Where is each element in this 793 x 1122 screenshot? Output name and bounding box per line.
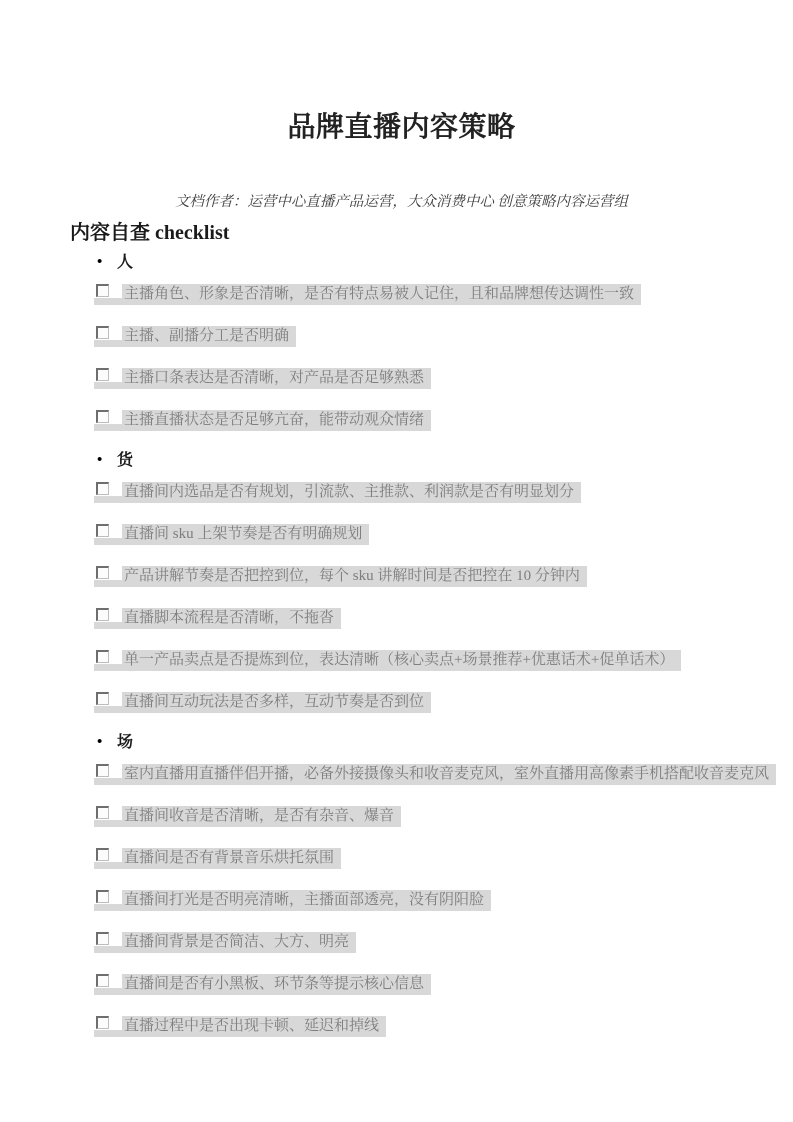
checklist-item [94, 1016, 733, 1037]
checklist-item-text: 产品讲解节奏是否把控到位，每个 sku 讲解时间是否把控在 10 分钟内 [122, 566, 587, 587]
checkbox-cell [94, 650, 122, 671]
checkbox[interactable] [96, 482, 109, 495]
checkbox[interactable] [96, 650, 109, 663]
checklist-item-text: 直播间是否有背景音乐烘托氛围 [122, 848, 341, 869]
group-label-text: 人 [117, 254, 134, 271]
checkbox[interactable] [96, 368, 109, 381]
checkbox-cell [94, 410, 122, 431]
checkbox-cell [94, 848, 122, 869]
checklist-item-text: 直播脚本流程是否清晰，不拖沓 [122, 608, 341, 629]
group-label-goods [97, 452, 733, 469]
checklist-item-text: 主播直播状态是否足够亢奋，能带动观众情绪 [122, 410, 431, 431]
checklist-item [94, 326, 733, 347]
section-heading: 内容自查 checklist [70, 222, 230, 244]
checklist-item-text: 直播间收音是否清晰，是否有杂音、爆音 [122, 806, 401, 827]
checkbox-cell [94, 368, 122, 389]
checklist-item [94, 932, 733, 953]
checkbox-cell [94, 932, 122, 953]
checklist-item-text: 单一产品卖点是否提炼到位，表达清晰（核心卖点+场景推荐+优惠话术+促单话术） [122, 650, 681, 671]
checkbox[interactable] [96, 326, 109, 339]
checkbox[interactable] [96, 608, 109, 621]
page-title: 品牌直播内容策略 [287, 111, 516, 142]
checklist-item-text: 主播、副播分工是否明确 [122, 326, 296, 347]
checkbox[interactable] [96, 1016, 109, 1029]
checkbox-cell [94, 1016, 122, 1037]
checklist-item [94, 368, 733, 389]
checklist-item [94, 608, 733, 629]
checkbox[interactable] [96, 284, 109, 297]
checkbox-cell [94, 806, 122, 827]
checklist-item [94, 410, 733, 431]
checklist-item [94, 692, 733, 713]
bullet-icon: • [97, 734, 103, 750]
checklist-item-text: 直播间 sku 上架节奏是否有明确规划 [122, 524, 369, 545]
checkbox-cell [94, 608, 122, 629]
checklist-item-text: 直播过程中是否出现卡顿、延迟和掉线 [122, 1016, 386, 1037]
checkbox[interactable] [96, 764, 109, 777]
checkbox[interactable] [96, 566, 109, 579]
checkbox-cell [94, 890, 122, 911]
checklist-item [94, 650, 733, 671]
checklist-item-text: 直播间内选品是否有规划，引流款、主推款、利润款是否有明显划分 [122, 482, 581, 503]
checklist-item-text: 直播间背景是否简洁、大方、明亮 [122, 932, 356, 953]
checkbox[interactable] [96, 890, 109, 903]
checkbox[interactable] [96, 692, 109, 705]
checkbox[interactable] [96, 806, 109, 819]
checkbox-cell [94, 284, 122, 305]
checkbox[interactable] [96, 410, 109, 423]
checkbox-cell [94, 692, 122, 713]
checklist-item [94, 974, 733, 995]
checklist-item [94, 482, 733, 503]
checkbox[interactable] [96, 848, 109, 861]
checkbox[interactable] [96, 524, 109, 537]
checklist-item [94, 284, 733, 305]
checklist-item-text: 主播口条表达是否清晰，对产品是否足够熟悉 [122, 368, 431, 389]
checklist-item [94, 524, 733, 545]
checkbox-cell [94, 566, 122, 587]
checklist-item [94, 806, 733, 827]
checkbox[interactable] [96, 974, 109, 987]
checklist-item [94, 890, 733, 911]
checkbox[interactable] [96, 932, 109, 945]
checklist-item-text: 直播间是否有小黑板、环节条等提示核心信息 [122, 974, 431, 995]
checklist-item-text: 主播角色、形象是否清晰，是否有特点易被人记住，且和品牌想传达调性一致 [122, 284, 641, 305]
bullet-icon: • [97, 254, 103, 270]
checkbox-cell [94, 764, 122, 785]
author-line: 文档作者：运营中心直播产品运营，大众消费中心 创意策略内容运营组 [174, 194, 629, 210]
checklist-item-text: 直播间打光是否明亮清晰，主播面部透亮，没有阴阳脸 [122, 890, 491, 911]
group-label-scene [97, 734, 733, 751]
checklist-item [94, 764, 770, 785]
checkbox-cell [94, 524, 122, 545]
group-label-text: 场 [117, 734, 134, 751]
checkbox-cell [94, 974, 122, 995]
checklist-item [94, 848, 733, 869]
bullet-icon: • [97, 452, 103, 468]
checklist-item-text: 直播间互动玩法是否多样，互动节奏是否到位 [122, 692, 431, 713]
group-label-text: 货 [117, 452, 134, 469]
checkbox-cell [94, 326, 122, 347]
checklist-item [94, 566, 733, 587]
checkbox-cell [94, 482, 122, 503]
checklist-item-text: 室内直播用直播伴侣开播，必备外接摄像头和收音麦克风，室外直播用高像素手机搭配收音麦克风 [122, 764, 776, 785]
group-label-people [97, 254, 733, 271]
